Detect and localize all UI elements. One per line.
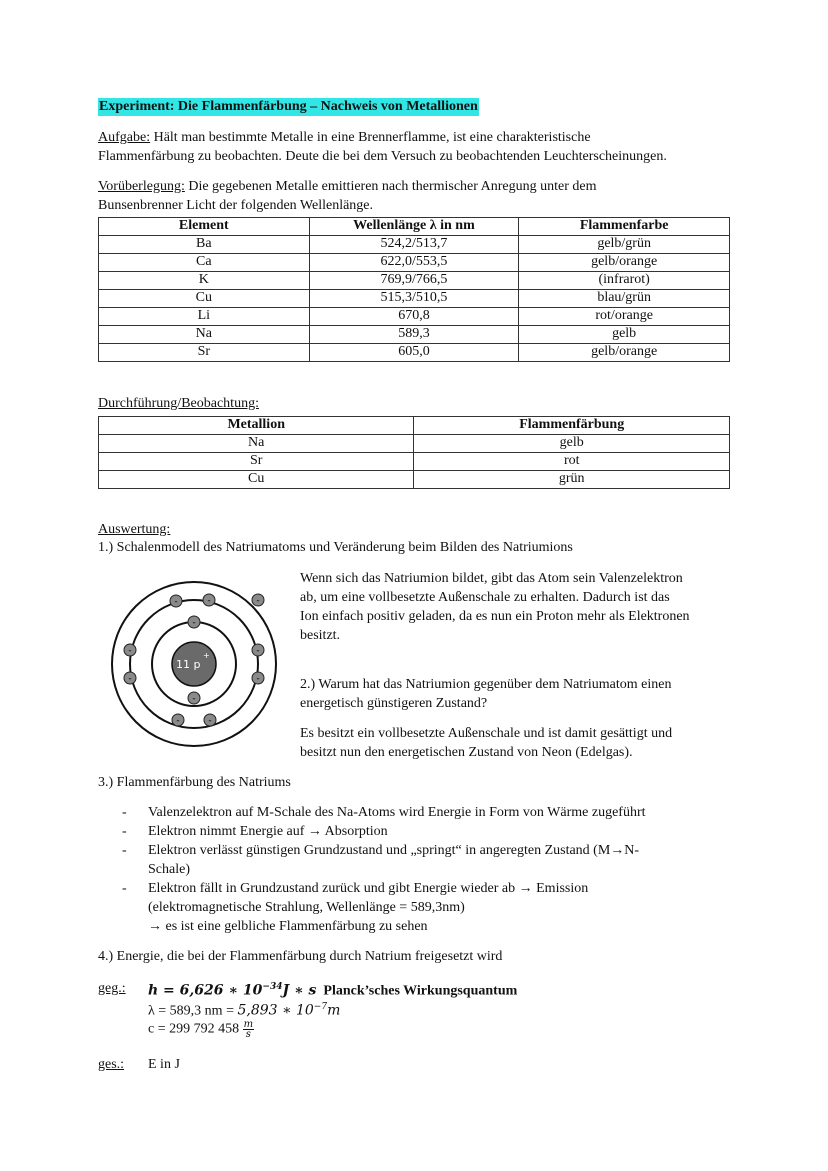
table-header-cell: Metallion [99, 417, 414, 435]
sodium-atom-shell-model [108, 578, 282, 752]
electron-sign: - [256, 674, 260, 684]
electron-sign: - [128, 674, 132, 684]
h-unit: J ∗ s [282, 982, 317, 999]
given-c [148, 1020, 254, 1039]
electron-sign: - [192, 694, 196, 704]
table-cell: 622,0/553,5 [309, 254, 519, 272]
c-unit-denominator: s [245, 1029, 251, 1040]
table-cell: Cu [99, 290, 310, 308]
observation-table [98, 416, 730, 489]
vorueberlegung-text-1: Die gegebenen Metalle emittieren nach thermischer Anregung unter dem [184, 179, 597, 194]
electron-sign: - [256, 596, 260, 606]
table-row [99, 471, 730, 489]
table-cell: 524,2/513,7 [309, 236, 519, 254]
table-cell: Li [99, 308, 310, 326]
electron-sign: - [208, 716, 212, 726]
wavelength-table-header [99, 218, 730, 236]
answer-2-line: Es besitzt ein vollbesetzte Außenschale und ist damit gesättigt und [300, 726, 673, 741]
h-exponent: −34 [262, 982, 283, 992]
bullet-dash: - [122, 824, 127, 839]
table-cell: Sr [99, 453, 414, 471]
answer-1-line: ab, um eine vollbesetzte Außenschale zu erhalten. Dadurch ist das [300, 590, 670, 605]
question-1: 1.) Schalenmodell des Natriumatoms und Veränderung beim Bilden des Natriumions [98, 540, 573, 555]
answer-1-line: Ion einfach positiv geladen, da es nun ein Proton mehr als Elektronen [300, 609, 690, 624]
bullet-dash: - [122, 843, 127, 858]
table-header-cell: Flammenfarbe [519, 218, 730, 236]
durchfuehrung-label: Durchführung/Beobachtung: [98, 396, 259, 411]
answer-1-line: besitzt. [300, 628, 341, 643]
table-cell: Cu [99, 471, 414, 489]
h-formula: h = 6,626 ∗ 10 [148, 982, 263, 999]
table-row [99, 344, 730, 362]
lambda-text: λ = 589,3 nm = [148, 1003, 238, 1019]
nucleus-label: 11 p [176, 658, 201, 671]
table-cell: 769,9/766,5 [309, 272, 519, 290]
table-cell: K [99, 272, 310, 290]
question-2-line: energetisch günstigeren Zustand? [300, 696, 488, 711]
table-cell: 515,3/510,5 [309, 290, 519, 308]
table-cell: gelb/grün [519, 236, 730, 254]
table-header-cell: Flammenfärbung [414, 417, 730, 435]
given-label: geg.: [98, 981, 126, 996]
c-text: c = 299 792 458 [148, 1021, 243, 1037]
table-row [99, 254, 730, 272]
table-cell: Ba [99, 236, 310, 254]
bullet-item: Valenzelektron auf M-Schale des Na-Atoms wird Energie in Form von Wärme zugeführt [148, 805, 646, 820]
bullet-item-continued: Schale) [148, 862, 190, 877]
table-header-cell: Wellenlänge λ in nm [309, 218, 519, 236]
question-2-line: 2.) Warum hat das Natriumion gegenüber dem Natriumatom einen [300, 677, 672, 692]
table-row [99, 272, 730, 290]
table-cell: Sr [99, 344, 310, 362]
question-3: 3.) Flammenfärbung des Natriums [98, 775, 291, 790]
given-lambda [148, 998, 340, 1021]
table-cell: 670,8 [309, 308, 519, 326]
c-unit-fraction [243, 1020, 254, 1039]
question-4: 4.) Energie, die bei der Flammenfärbung durch Natrium freigesetzt wird [98, 949, 503, 964]
sought-value: E in J [148, 1057, 180, 1072]
electron-sign: - [207, 596, 211, 606]
bullet-item: Elektron fällt in Grundzustand zurück und gibt Energie wieder ab → Emission [148, 881, 589, 896]
page-title: Experiment: Die Flammenfärbung – Nachweis von Metallionen [99, 99, 478, 114]
table-header-cell: Element [99, 218, 310, 236]
electron-sign: - [176, 716, 180, 726]
h-name: Planck’sches Wirkungsquantum [323, 983, 518, 999]
table-cell: gelb [414, 435, 730, 453]
bullet-item-continued: (elektromagnetische Strahlung, Wellenlänge = 589,3nm) [148, 900, 465, 915]
table-cell: 589,3 [309, 326, 519, 344]
bullet-dash: - [122, 881, 127, 896]
table-row [99, 290, 730, 308]
table-cell: gelb/orange [519, 344, 730, 362]
answer-1-line: Wenn sich das Natriumion bildet, gibt das Atom sein Valenzelektron [300, 571, 683, 586]
lambda-exponent: −7 [313, 1002, 328, 1012]
table-cell: gelb [519, 326, 730, 344]
bullet-item: Elektron verlässt günstigen Grundzustand und „springt“ in angeregten Zustand (M→N- [148, 843, 640, 858]
aufgabe-text-1: Hält man bestimmte Metalle in eine Brennerflamme, ist eine charakteristische [150, 130, 591, 145]
lambda-unit: m [327, 1002, 341, 1019]
electron-sign: - [192, 618, 196, 628]
table-cell: 605,0 [309, 344, 519, 362]
nucleus-charge: + [203, 651, 210, 660]
observation-table-header [99, 417, 730, 435]
table-cell: Ca [99, 254, 310, 272]
vorueberlegung-line-1 [98, 178, 597, 196]
table-cell: Na [99, 326, 310, 344]
auswertung-label: Auswertung: [98, 522, 171, 537]
electron-sign: - [174, 597, 178, 607]
aufgabe-label: Aufgabe: [98, 130, 151, 145]
lambda-math: 5,893 ∗ 10 [237, 1002, 314, 1019]
table-row [99, 308, 730, 326]
table-cell: gelb/orange [519, 254, 730, 272]
bullet-item: Elektron nimmt Energie auf → Absorption [148, 824, 388, 839]
bullet-item-continued: → es ist eine gelbliche Flammenfärbung zu sehen [148, 919, 428, 934]
answer-2-line: besitzt nun den energetischen Zustand von Neon (Edelgas). [300, 745, 633, 760]
table-row [99, 326, 730, 344]
vorueberlegung-label: Vorüberlegung: [98, 179, 185, 194]
table-cell: rot/orange [519, 308, 730, 326]
c-unit-numerator: m [243, 1019, 254, 1030]
bullet-dash: - [122, 805, 127, 820]
wavelength-table [98, 217, 730, 362]
table-row [99, 236, 730, 254]
sought-label: ges.: [98, 1057, 125, 1072]
table-cell: rot [414, 453, 730, 471]
table-cell: Na [99, 435, 414, 453]
table-row [99, 435, 730, 453]
table-cell: blau/grün [519, 290, 730, 308]
table-cell: (infrarot) [519, 272, 730, 290]
table-row [99, 453, 730, 471]
electron-sign: - [256, 646, 260, 656]
aufgabe-line-1 [98, 129, 591, 147]
table-cell: grün [414, 471, 730, 489]
electron-sign: - [128, 646, 132, 656]
aufgabe-line-2: Flammenfärbung zu beobachten. Deute die bei dem Versuch zu beobachtenden Leuchterscheinungen. [98, 149, 667, 164]
vorueberlegung-line-2: Bunsenbrenner Licht der folgenden Wellenlänge. [98, 198, 374, 213]
